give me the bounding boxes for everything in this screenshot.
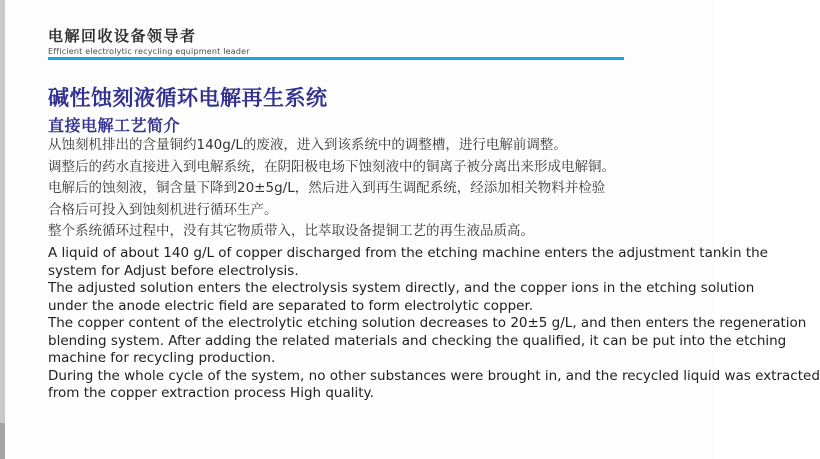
en-text-line: machine for recycling production. <box>48 350 276 366</box>
cn-text-line: 调整后的药水直接进入到电解系统，在阴阳极电场下蚀刻液中的铜离子被分离出来形成电解铜。 <box>48 158 615 175</box>
cn-text-line: 电解后的蚀刻液，铜含量下降到20±5g/L，然后进入到再生调配系统，经添加相关物料并检验 <box>48 180 606 196</box>
page-title: 碱性蚀刻液循环电解再生系统 <box>48 86 328 110</box>
en-text-line: During the whole cycle of the system, no other substances were brought in, and the recycled liquid was extracted <box>48 367 820 384</box>
left-scrollbar-thumb[interactable] <box>0 423 5 459</box>
cn-text-line: 整个系统循环过程中，没有其它物质带入，比萃取设备提铜工艺的再生液品质高。 <box>48 223 534 239</box>
cn-text-line: 合格后可投入到蚀刻机进行循环生产。 <box>48 201 278 218</box>
en-text-line: A liquid of about 140 g/L of copper discharged from the etching machine enters the adjustment tankin the <box>48 245 768 261</box>
en-text-line: blending system. After adding the related materials and checking the qualified, it can be put into the etching <box>48 332 787 349</box>
section-subtitle: 直接电解工艺简介 <box>48 116 181 135</box>
cn-text-line: 从蚀刻机排出的含量铜约140g/L的废液，进入到该系统中的调整槽，进行电解前调整。 <box>48 137 567 153</box>
brand-name-cn: 电解回收设备领导者 <box>48 27 197 45</box>
left-scrollbar-track <box>0 0 5 459</box>
en-text-line: The adjusted solution enters the electrolysis system directly, and the copper ions in the etching solution <box>48 280 755 296</box>
accent-divider-line <box>48 57 624 60</box>
en-text-line: under the anode electric field are separated to form electrolytic copper. <box>48 297 534 314</box>
en-text-line: system for Adjust before electrolysis. <box>48 262 299 279</box>
brand-tagline-en: Efficient electrolytic recycling equipment leader <box>48 47 250 56</box>
en-text-line: from the copper extraction process High quality. <box>48 385 374 401</box>
chinese-paragraph <box>48 135 615 243</box>
en-text-line: The copper content of the electrolytic etching solution decreases to 20±5 g/L, and then enters the regeneration <box>48 315 807 331</box>
english-paragraph <box>48 245 820 403</box>
brand-header <box>48 27 250 56</box>
